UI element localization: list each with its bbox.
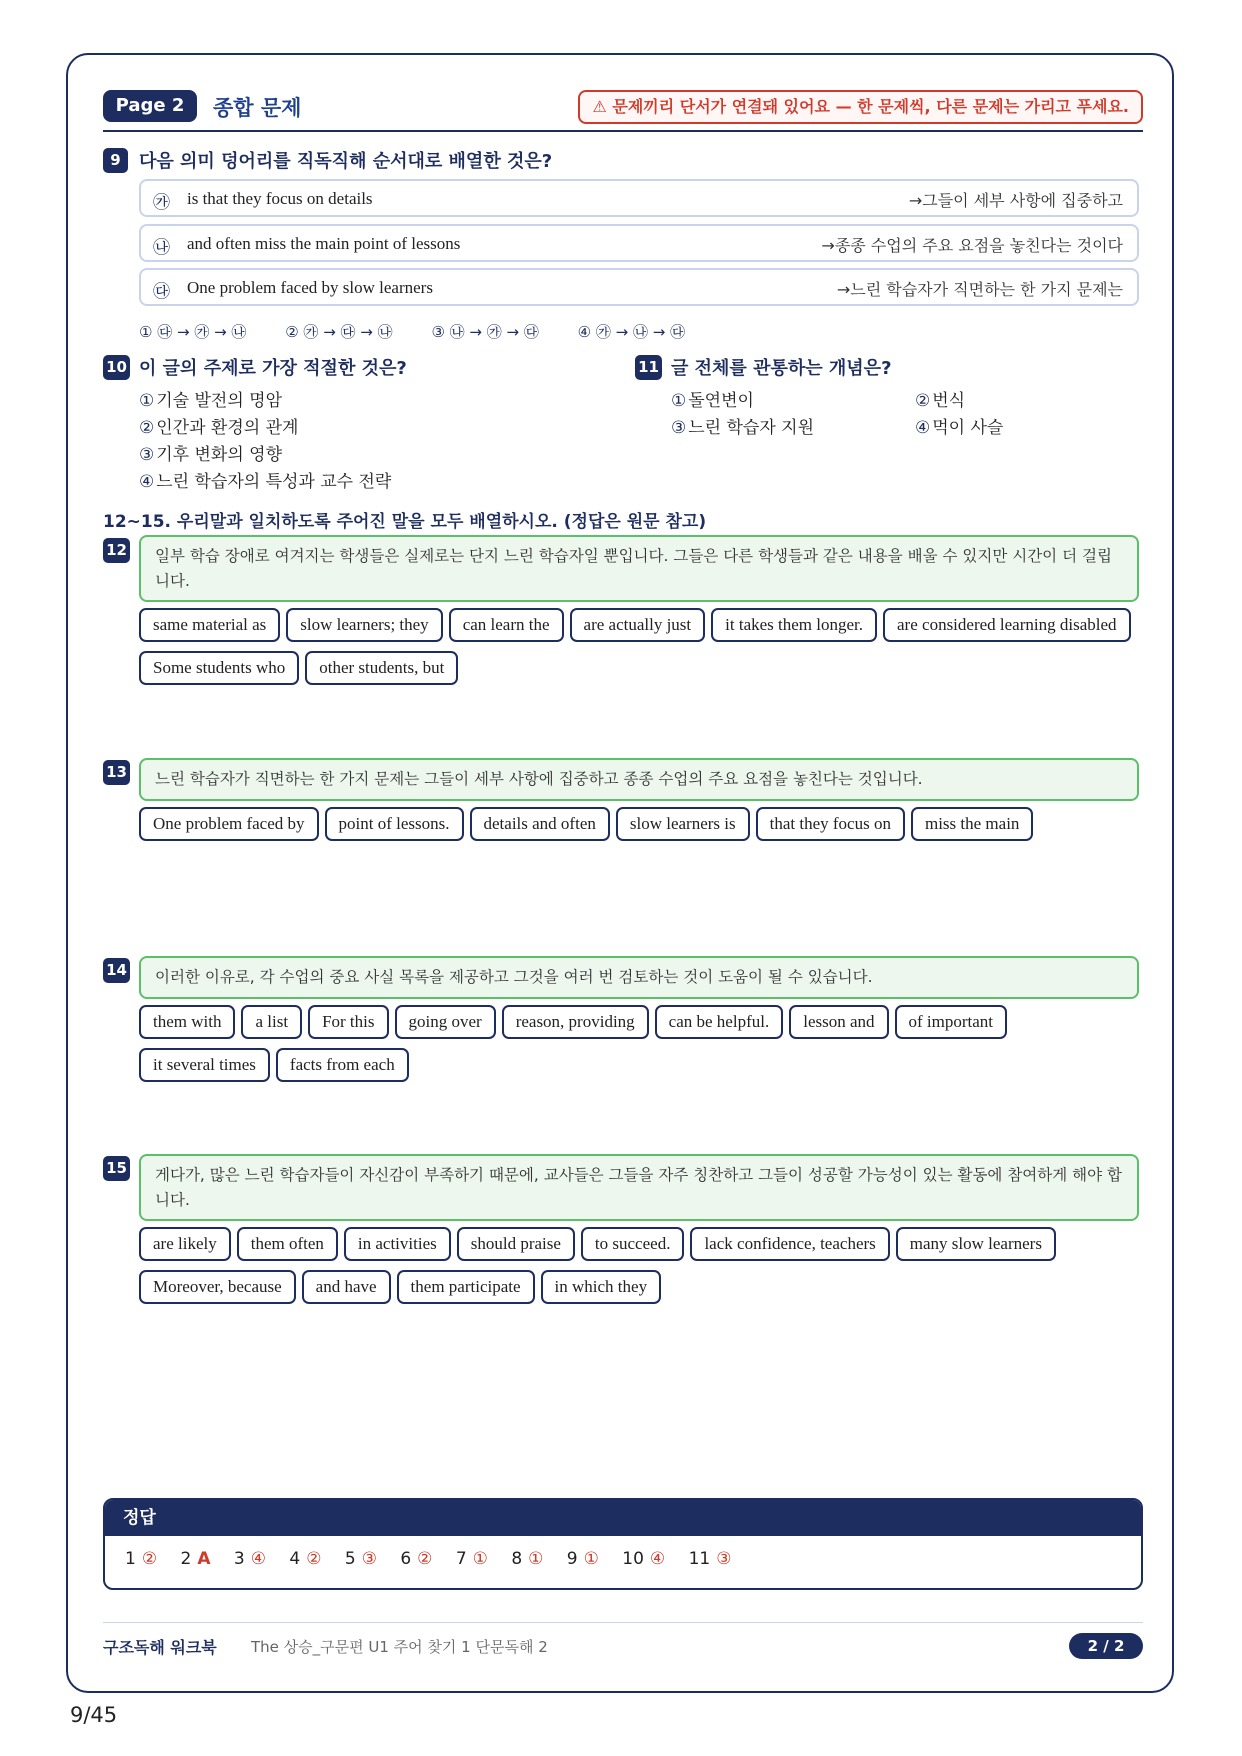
answer-value: ② bbox=[141, 1549, 158, 1569]
answer-q: 3 bbox=[233, 1549, 245, 1569]
q14-word-chips bbox=[139, 1005, 1149, 1091]
word-chip[interactable]: it takes them longer. bbox=[711, 608, 877, 642]
question-number-11: 11 bbox=[635, 355, 662, 380]
chunk-mark: ㉮ bbox=[153, 193, 170, 213]
question-number-14: 14 bbox=[103, 958, 130, 983]
question-number-9: 9 bbox=[103, 148, 128, 173]
option-2[interactable]: ② ㉮ → ㉰ → ㉯ bbox=[285, 323, 393, 341]
chunk-english: and often miss the main point of lessons bbox=[187, 234, 461, 253]
word-chip[interactable]: many slow learners bbox=[896, 1227, 1056, 1261]
word-chip[interactable]: can learn the bbox=[449, 608, 564, 642]
option-text: 느린 학습자의 특성과 교수 전략 bbox=[156, 472, 392, 492]
question-number-10: 10 bbox=[103, 355, 130, 380]
answer-q: 6 bbox=[400, 1549, 412, 1569]
word-chip[interactable]: them often bbox=[237, 1227, 338, 1261]
answer-q: 11 bbox=[688, 1549, 711, 1569]
q14-korean-box: 이러한 이유로, 각 수업의 중요 사실 목록을 제공하고 그것을 여러 번 검토하는 것이 도움이 될 수 있습니다. bbox=[139, 956, 1139, 999]
answer-q: 1 bbox=[125, 1549, 136, 1569]
option-number: ② bbox=[139, 418, 155, 438]
option-4[interactable]: ④ ㉮ → ㉯ → ㉰ bbox=[577, 323, 686, 341]
chunk-ga bbox=[139, 179, 1139, 217]
section-12-15-instruction: 12~15. 우리말과 일치하도록 주어진 말을 모두 배열하시오. (정답은 원문 참고) bbox=[103, 512, 707, 532]
q11-option-3[interactable] bbox=[671, 413, 814, 438]
word-chip[interactable]: other students, but bbox=[305, 651, 458, 685]
word-chip[interactable]: slow learners; they bbox=[286, 608, 442, 642]
answer-q: 5 bbox=[344, 1549, 356, 1569]
question-10-text: 이 글의 주제로 가장 적절한 것은? bbox=[139, 358, 407, 379]
q15-word-chips bbox=[139, 1227, 1149, 1313]
page-footer bbox=[103, 1622, 1143, 1665]
word-chip[interactable]: should praise bbox=[457, 1227, 575, 1261]
word-chip[interactable]: reason, providing bbox=[502, 1005, 649, 1039]
answer-key bbox=[103, 1498, 1143, 1590]
option-text: 기술 발전의 명암 bbox=[156, 391, 283, 411]
answer-q: 2 bbox=[180, 1549, 192, 1569]
word-chip[interactable]: slow learners is bbox=[616, 807, 750, 841]
option-text: 인간과 환경의 관계 bbox=[156, 418, 299, 438]
answer-item bbox=[689, 1549, 732, 1569]
option-number: ③ bbox=[671, 418, 687, 438]
q11-option-1[interactable] bbox=[671, 386, 754, 411]
page-header bbox=[103, 90, 1143, 132]
word-chip[interactable]: Moreover, because bbox=[139, 1270, 296, 1304]
word-chip[interactable]: same material as bbox=[139, 608, 280, 642]
question-number-12: 12 bbox=[103, 538, 130, 563]
warning-banner: ⚠ 문제끼리 단서가 연결돼 있어요 — 한 문제씩, 다른 문제는 가리고 푸세요. bbox=[578, 90, 1143, 124]
footer-subtitle: The 상승_구문편 U1 주어 찾기 1 단문독해 2 bbox=[251, 1638, 548, 1656]
answer-value: ② bbox=[417, 1549, 433, 1569]
answer-item bbox=[289, 1549, 321, 1569]
option-1[interactable]: ① ㉰ → ㉮ → ㉯ bbox=[139, 323, 247, 341]
q12-korean-box: 일부 학습 장애로 여겨지는 학생들은 실제로는 단지 느린 학습자일 뿐입니다. 그들은 다른 학생들과 같은 내용을 배울 수 있지만 시간이 더 걸립니다. bbox=[139, 535, 1139, 602]
answer-item bbox=[345, 1549, 377, 1569]
word-chip[interactable]: a list bbox=[241, 1005, 302, 1039]
option-text: 느린 학습자 지원 bbox=[688, 418, 815, 438]
answer-key-title: 정답 bbox=[105, 1500, 1141, 1536]
word-chip[interactable]: are actually just bbox=[570, 608, 706, 642]
option-text: 기후 변화의 영향 bbox=[156, 445, 283, 465]
answer-value: ① bbox=[528, 1549, 544, 1569]
chunk-da bbox=[139, 268, 1139, 306]
word-chip[interactable]: them participate bbox=[397, 1270, 535, 1304]
answer-value: A bbox=[197, 1549, 211, 1569]
chunk-english: One problem faced by slow learners bbox=[187, 278, 433, 297]
question-9-text: 다음 의미 덩어리를 직독직해 순서대로 배열한 것은? bbox=[139, 151, 553, 172]
answer-item bbox=[400, 1549, 432, 1569]
chunk-korean: →종종 수업의 주요 요점을 놓친다는 것이다 bbox=[821, 236, 1123, 255]
chunk-mark: ㉯ bbox=[153, 238, 170, 258]
answer-value: ① bbox=[583, 1549, 599, 1569]
page-badge: Page 2 bbox=[103, 90, 197, 122]
word-chip[interactable]: them with bbox=[139, 1005, 235, 1039]
word-chip[interactable]: Some students who bbox=[139, 651, 299, 685]
answer-value: ④ bbox=[649, 1549, 666, 1569]
word-chip[interactable]: are considered learning disabled bbox=[883, 608, 1131, 642]
answer-item bbox=[456, 1549, 488, 1569]
q10-option-2[interactable] bbox=[139, 413, 298, 438]
document-page-count: 9/45 bbox=[70, 1703, 118, 1727]
option-number: ④ bbox=[915, 418, 931, 438]
q11-option-4[interactable] bbox=[915, 413, 1003, 438]
answer-q: 10 bbox=[622, 1549, 644, 1569]
answer-item bbox=[567, 1549, 599, 1569]
answer-item bbox=[125, 1549, 157, 1569]
chunk-na bbox=[139, 224, 1139, 262]
chunk-mark: ㉰ bbox=[153, 282, 170, 302]
option-text: 먹이 사슬 bbox=[932, 418, 1004, 438]
word-chip[interactable]: For this bbox=[308, 1005, 388, 1039]
word-chip[interactable]: in activities bbox=[344, 1227, 451, 1261]
chunk-korean: →그들이 세부 사항에 집중하고 bbox=[908, 191, 1123, 210]
answer-item bbox=[511, 1549, 543, 1569]
word-chip[interactable]: facts from each bbox=[276, 1048, 409, 1082]
word-chip[interactable]: to succeed. bbox=[581, 1227, 685, 1261]
answer-q: 8 bbox=[511, 1549, 523, 1569]
word-chip[interactable]: and have bbox=[302, 1270, 391, 1304]
word-chip[interactable]: of important bbox=[895, 1005, 1008, 1039]
word-chip[interactable]: One problem faced by bbox=[139, 807, 319, 841]
q10-option-3[interactable] bbox=[139, 440, 282, 465]
question-11-text: 글 전체를 관통하는 개념은? bbox=[671, 358, 892, 379]
q13-korean-box: 느린 학습자가 직면하는 한 가지 문제는 그들이 세부 사항에 집중하고 종종 수업의 주요 요점을 놓친다는 것입니다. bbox=[139, 758, 1139, 801]
q11-option-2[interactable] bbox=[915, 386, 965, 411]
word-chip[interactable]: going over bbox=[395, 1005, 496, 1039]
option-number: ③ bbox=[139, 445, 155, 465]
word-chip[interactable]: lesson and bbox=[789, 1005, 888, 1039]
section-title: 종합 문제 bbox=[213, 96, 302, 120]
word-chip[interactable]: in which they bbox=[541, 1270, 662, 1304]
option-number: ① bbox=[139, 391, 155, 411]
answer-q: 4 bbox=[289, 1549, 301, 1569]
answer-value: ③ bbox=[361, 1549, 377, 1569]
question-number-13: 13 bbox=[103, 760, 130, 785]
answer-q: 9 bbox=[566, 1549, 578, 1569]
answer-value: ② bbox=[306, 1549, 322, 1569]
answer-value: ③ bbox=[716, 1549, 732, 1569]
word-chip[interactable]: lack confidence, teachers bbox=[690, 1227, 889, 1261]
chunk-english: is that they focus on details bbox=[187, 189, 373, 208]
option-text: 돌연변이 bbox=[688, 391, 754, 411]
word-chip[interactable]: can be helpful. bbox=[655, 1005, 784, 1039]
answer-value: ④ bbox=[250, 1549, 266, 1569]
word-chip[interactable]: that they focus on bbox=[756, 807, 905, 841]
question-number-15: 15 bbox=[103, 1156, 130, 1181]
option-number: ② bbox=[915, 391, 931, 411]
answer-value: ① bbox=[472, 1549, 488, 1569]
option-number: ① bbox=[671, 391, 687, 411]
question-9-options bbox=[139, 321, 719, 342]
answer-item bbox=[622, 1549, 665, 1569]
option-number: ④ bbox=[139, 472, 155, 492]
word-chip[interactable]: point of lessons. bbox=[325, 807, 464, 841]
word-chip[interactable]: details and often bbox=[470, 807, 610, 841]
q12-word-chips bbox=[139, 608, 1149, 694]
chunk-korean: →느린 학습자가 직면하는 한 가지 문제는 bbox=[836, 280, 1123, 299]
word-chip[interactable]: miss the main bbox=[911, 807, 1033, 841]
answer-item bbox=[234, 1549, 266, 1569]
word-chip[interactable]: are likely bbox=[139, 1227, 231, 1261]
word-chip[interactable]: it several times bbox=[139, 1048, 270, 1082]
q15-korean-box: 게다가, 많은 느린 학습자들이 자신감이 부족하기 때문에, 교사들은 그들을 자주 칭찬하고 그들이 성공할 가능성이 있는 활동에 참여하게 해야 합니다. bbox=[139, 1154, 1139, 1221]
answer-item bbox=[180, 1549, 210, 1569]
q13-word-chips bbox=[139, 807, 1149, 850]
option-text: 번식 bbox=[932, 391, 966, 411]
q10-option-4[interactable] bbox=[139, 467, 391, 492]
answer-list bbox=[105, 1536, 1141, 1569]
footer-brand: 구조독해 워크북 bbox=[103, 1638, 217, 1657]
answer-q: 7 bbox=[455, 1549, 467, 1569]
q10-option-1[interactable] bbox=[139, 386, 282, 411]
option-3[interactable]: ③ ㉯ → ㉮ → ㉰ bbox=[431, 323, 539, 341]
footer-page-badge: 2 / 2 bbox=[1069, 1633, 1143, 1659]
